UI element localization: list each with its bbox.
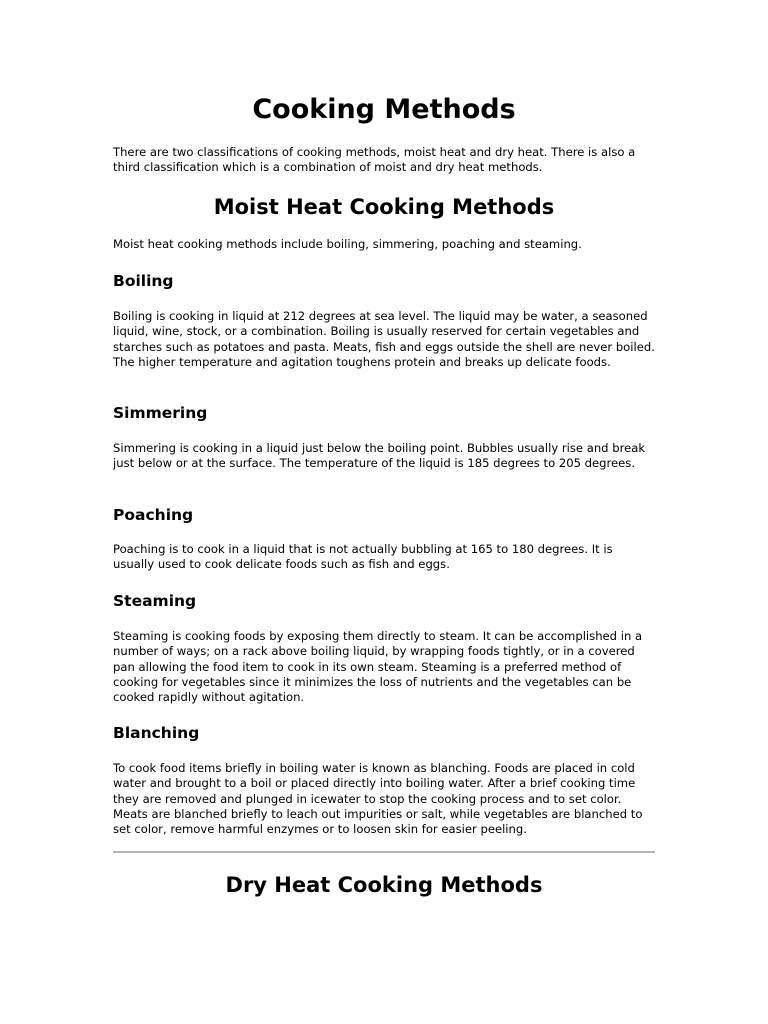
dry-heat-heading: Dry Heat Cooking Methods [225, 873, 543, 897]
boiling-heading: Boiling [113, 272, 174, 290]
simmering-heading: Simmering [113, 404, 208, 422]
steaming-paragraph: Steaming is cooking foods by exposing them directly to steam. It can be accomplished in a number of ways; on a rack above boiling liquid, by wrapping foods tightly, or in a covered pan allowing the food item to cook in its own steam. Steaming is a preferred method of cooking for vegetables since it minimizes the loss of nutrients and the vegetables can be cooked rapidly without agitation. [113, 629, 643, 705]
section-divider [113, 851, 655, 853]
boiling-paragraph: Boiling is cooking in liquid at 212 degrees at sea level. The liquid may be water, a seasoned liquid, wine, stock, or a combination. Boiling is usually reserved for certain vegetables and starches such as potatoes and pasta. Meats, fish and eggs outside the shell are never boiled. The higher temperature and agitation toughens protein and breaks up delicate foods. [113, 309, 655, 369]
poaching-heading: Poaching [113, 506, 194, 524]
blanching-paragraph: To cook food items briefly in boiling water is known as blanching. Foods are placed in cold water and brought to a boil or placed directly into boiling water. After a brief cooking time they are removed and plunged in icewater to stop the cooking process and to set color. Meats are blanched briefly to leach out impurities or salt, while vegetables are blanched to set color, remove harmful enzymes or to loosen skin for easier peeling. [113, 761, 643, 837]
poaching-paragraph: Poaching is to cook in a liquid that is not actually bubbling at 165 to 180 degrees. It is usually used to cook delicate foods such as fish and eggs. [113, 542, 613, 572]
simmering-paragraph: Simmering is cooking in a liquid just below the boiling point. Bubbles usually rise and break just below or at the surface. The temperature of the liquid is 185 degrees to 205 degrees. [113, 441, 646, 471]
moist-heat-intro: Moist heat cooking methods include boiling, simmering, poaching and steaming. [113, 237, 582, 251]
page-title: Cooking Methods [252, 94, 516, 125]
intro-paragraph: There are two classifications of cooking methods, moist heat and dry heat. There is also a third classification which is a combination of moist and dry heat methods. [113, 145, 636, 175]
steaming-heading: Steaming [113, 592, 197, 610]
moist-heat-heading: Moist Heat Cooking Methods [213, 195, 555, 219]
blanching-heading: Blanching [113, 724, 200, 742]
